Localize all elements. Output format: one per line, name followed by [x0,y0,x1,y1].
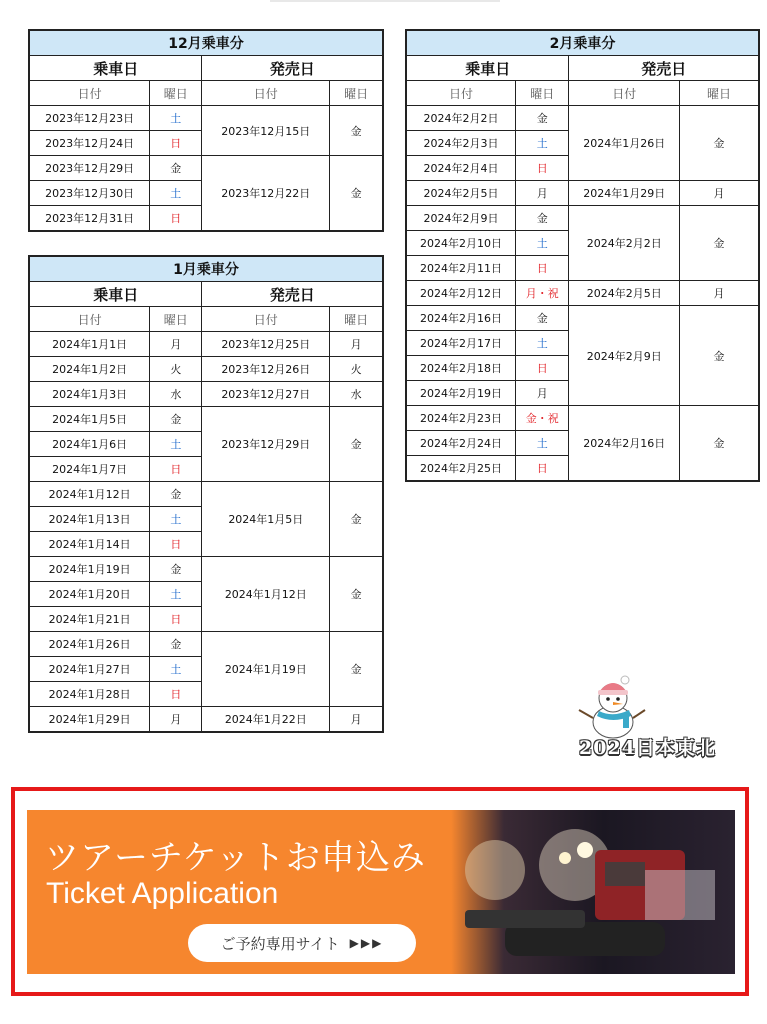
boarding-weekday: 金 [516,306,569,331]
table-header-row [29,56,383,81]
boarding-weekday: 日 [150,206,202,232]
mascot-caption: 2024日本東北 [579,737,716,759]
weekday-column-header: 曜日 [680,81,759,106]
date-column-header: 日付 [202,307,330,332]
boarding-weekday: 日 [516,256,569,281]
weekday-column-header: 曜日 [516,81,569,106]
table-row [29,382,383,407]
boarding-date: 2024年2月2日 [406,106,516,131]
release-date: 2024年2月2日 [569,206,680,281]
boarding-date: 2024年1月27日 [29,657,150,682]
boarding-date: 2023年12月24日 [29,131,150,156]
boarding-date: 2024年2月17日 [406,331,516,356]
boarding-date: 2024年1月5日 [29,407,150,432]
table-row [406,206,759,231]
boarding-date: 2024年1月14日 [29,532,150,557]
date-column-header: 日付 [29,307,150,332]
release-date: 2023年12月22日 [202,156,330,232]
schedule-table-december [28,29,384,232]
table-subheader-row [406,81,759,106]
boarding-weekday: 金 [150,156,202,181]
boarding-weekday: 日 [516,356,569,381]
release-weekday: 月 [680,181,759,206]
boarding-weekday: 日 [516,156,569,181]
boarding-weekday: 金 [150,632,202,657]
date-column-header: 日付 [406,81,516,106]
boarding-weekday: 日 [150,532,202,557]
snowman-icon [573,670,733,740]
table-title: 12月乗車分 [29,30,383,56]
table-header-row [29,282,383,307]
table-row [406,106,759,131]
boarding-date: 2024年2月24日 [406,431,516,456]
boarding-weekday: 土 [150,582,202,607]
boarding-date: 2024年1月19日 [29,557,150,582]
reservation-site-label: ご予約専用サイト [220,934,340,953]
boarding-date: 2023年12月23日 [29,106,150,131]
boarding-date: 2024年2月18日 [406,356,516,381]
boarding-weekday: 金 [150,482,202,507]
release-date: 2024年1月29日 [569,181,680,206]
release-date: 2024年2月9日 [569,306,680,406]
boarding-date: 2024年1月20日 [29,582,150,607]
date-column-header: 日付 [29,81,150,106]
release-date: 2024年1月19日 [202,632,330,707]
boarding-weekday: 土 [516,431,569,456]
table-row [406,406,759,431]
boarding-date: 2024年2月16日 [406,306,516,331]
boarding-date: 2024年1月6日 [29,432,150,457]
boarding-weekday: 日 [516,456,569,482]
release-weekday: 月 [330,332,383,357]
boarding-date: 2024年2月25日 [406,456,516,482]
boarding-weekday: 土 [516,231,569,256]
table-row [29,407,383,432]
weekday-column-header: 曜日 [150,307,202,332]
table-row [29,482,383,507]
boarding-weekday: 土 [516,331,569,356]
release-date: 2024年1月5日 [202,482,330,557]
release-weekday: 水 [330,382,383,407]
boarding-weekday: 火 [150,357,202,382]
table-row [406,306,759,331]
table-row [29,357,383,382]
table-row [406,281,759,306]
release-date: 2024年1月12日 [202,557,330,632]
release-weekday: 金 [330,482,383,557]
boarding-weekday: 水 [150,382,202,407]
ticket-application-banner[interactable] [27,810,735,974]
boarding-date: 2024年1月1日 [29,332,150,357]
boarding-header: 乗車日 [29,56,202,81]
table-row [29,707,383,733]
top-divider [270,0,500,2]
boarding-date: 2024年1月7日 [29,457,150,482]
date-column-header: 日付 [569,81,680,106]
mascot-badge [573,670,733,765]
release-header: 発売日 [569,56,759,81]
release-weekday: 金 [330,106,383,156]
boarding-date: 2024年2月23日 [406,406,516,431]
release-weekday: 火 [330,357,383,382]
release-weekday: 金 [330,632,383,707]
release-weekday: 金 [330,156,383,232]
boarding-weekday: 月 [150,707,202,733]
boarding-weekday: 金 [516,106,569,131]
boarding-weekday: 月 [150,332,202,357]
boarding-weekday: 月 [516,381,569,406]
boarding-weekday: 金 [516,206,569,231]
boarding-weekday: 日 [150,607,202,632]
boarding-date: 2024年1月2日 [29,357,150,382]
boarding-weekday: 日 [150,457,202,482]
boarding-date: 2024年2月10日 [406,231,516,256]
boarding-weekday: 土 [150,507,202,532]
boarding-header: 乗車日 [406,56,569,81]
table-title: 2月乗車分 [406,30,759,56]
boarding-weekday: 金 [150,407,202,432]
release-date: 2023年12月25日 [202,332,330,357]
schedule-table-february [405,29,760,482]
table-subheader-row [29,307,383,332]
table-row [29,332,383,357]
boarding-weekday: 土 [516,131,569,156]
release-date: 2024年2月5日 [569,281,680,306]
date-column-header: 日付 [202,81,330,106]
boarding-date: 2024年1月13日 [29,507,150,532]
weekday-column-header: 曜日 [330,81,383,106]
table-subheader-row [29,81,383,106]
table-title-row [29,256,383,282]
boarding-date: 2023年12月29日 [29,156,150,181]
release-date: 2024年2月16日 [569,406,680,482]
boarding-date: 2024年2月5日 [406,181,516,206]
boarding-weekday: 土 [150,181,202,206]
boarding-date: 2024年1月3日 [29,382,150,407]
boarding-date: 2024年2月19日 [406,381,516,406]
boarding-weekday: 月 [516,181,569,206]
release-weekday: 金 [330,557,383,632]
boarding-date: 2024年2月4日 [406,156,516,181]
arrow-right-icon: ▶▶▶ [349,936,384,950]
boarding-weekday: 金・祝 [516,406,569,431]
table-title: 1月乗車分 [29,256,383,282]
release-date: 2023年12月15日 [202,106,330,156]
release-header: 発売日 [202,282,383,307]
table-title-row [29,30,383,56]
table-row [29,156,383,181]
release-header: 発売日 [202,56,383,81]
boarding-date: 2024年1月12日 [29,482,150,507]
boarding-date: 2024年2月3日 [406,131,516,156]
boarding-date: 2024年2月12日 [406,281,516,306]
release-date: 2023年12月26日 [202,357,330,382]
release-date: 2024年1月26日 [569,106,680,181]
boarding-weekday: 日 [150,682,202,707]
banner-title: ツアーチケットお申込み [45,838,426,878]
release-weekday: 月 [330,707,383,733]
boarding-weekday: 土 [150,106,202,131]
reservation-site-button[interactable] [188,924,416,962]
table-row [29,557,383,582]
table-row [29,632,383,657]
release-weekday: 金 [680,206,759,281]
boarding-date: 2024年1月26日 [29,632,150,657]
boarding-weekday: 土 [150,657,202,682]
boarding-date: 2024年1月21日 [29,607,150,632]
boarding-date: 2024年2月11日 [406,256,516,281]
boarding-date: 2023年12月31日 [29,206,150,232]
table-row [29,106,383,131]
boarding-weekday: 日 [150,131,202,156]
boarding-date: 2024年1月29日 [29,707,150,733]
release-date: 2023年12月27日 [202,382,330,407]
snowcat-photo [405,810,735,974]
release-weekday: 金 [680,306,759,406]
table-header-row [406,56,759,81]
schedule-table-january [28,255,384,733]
boarding-date: 2024年1月28日 [29,682,150,707]
boarding-header: 乗車日 [29,282,202,307]
release-weekday: 月 [680,281,759,306]
boarding-weekday: 金 [150,557,202,582]
banner-subtitle: Ticket Application [46,877,279,910]
weekday-column-header: 曜日 [330,307,383,332]
table-row [406,181,759,206]
boarding-weekday: 月・祝 [516,281,569,306]
table-title-row [406,30,759,56]
boarding-weekday: 土 [150,432,202,457]
boarding-date: 2024年2月9日 [406,206,516,231]
release-date: 2023年12月29日 [202,407,330,482]
boarding-date: 2023年12月30日 [29,181,150,206]
release-weekday: 金 [680,106,759,181]
release-date: 2024年1月22日 [202,707,330,733]
release-weekday: 金 [330,407,383,482]
release-weekday: 金 [680,406,759,482]
weekday-column-header: 曜日 [150,81,202,106]
